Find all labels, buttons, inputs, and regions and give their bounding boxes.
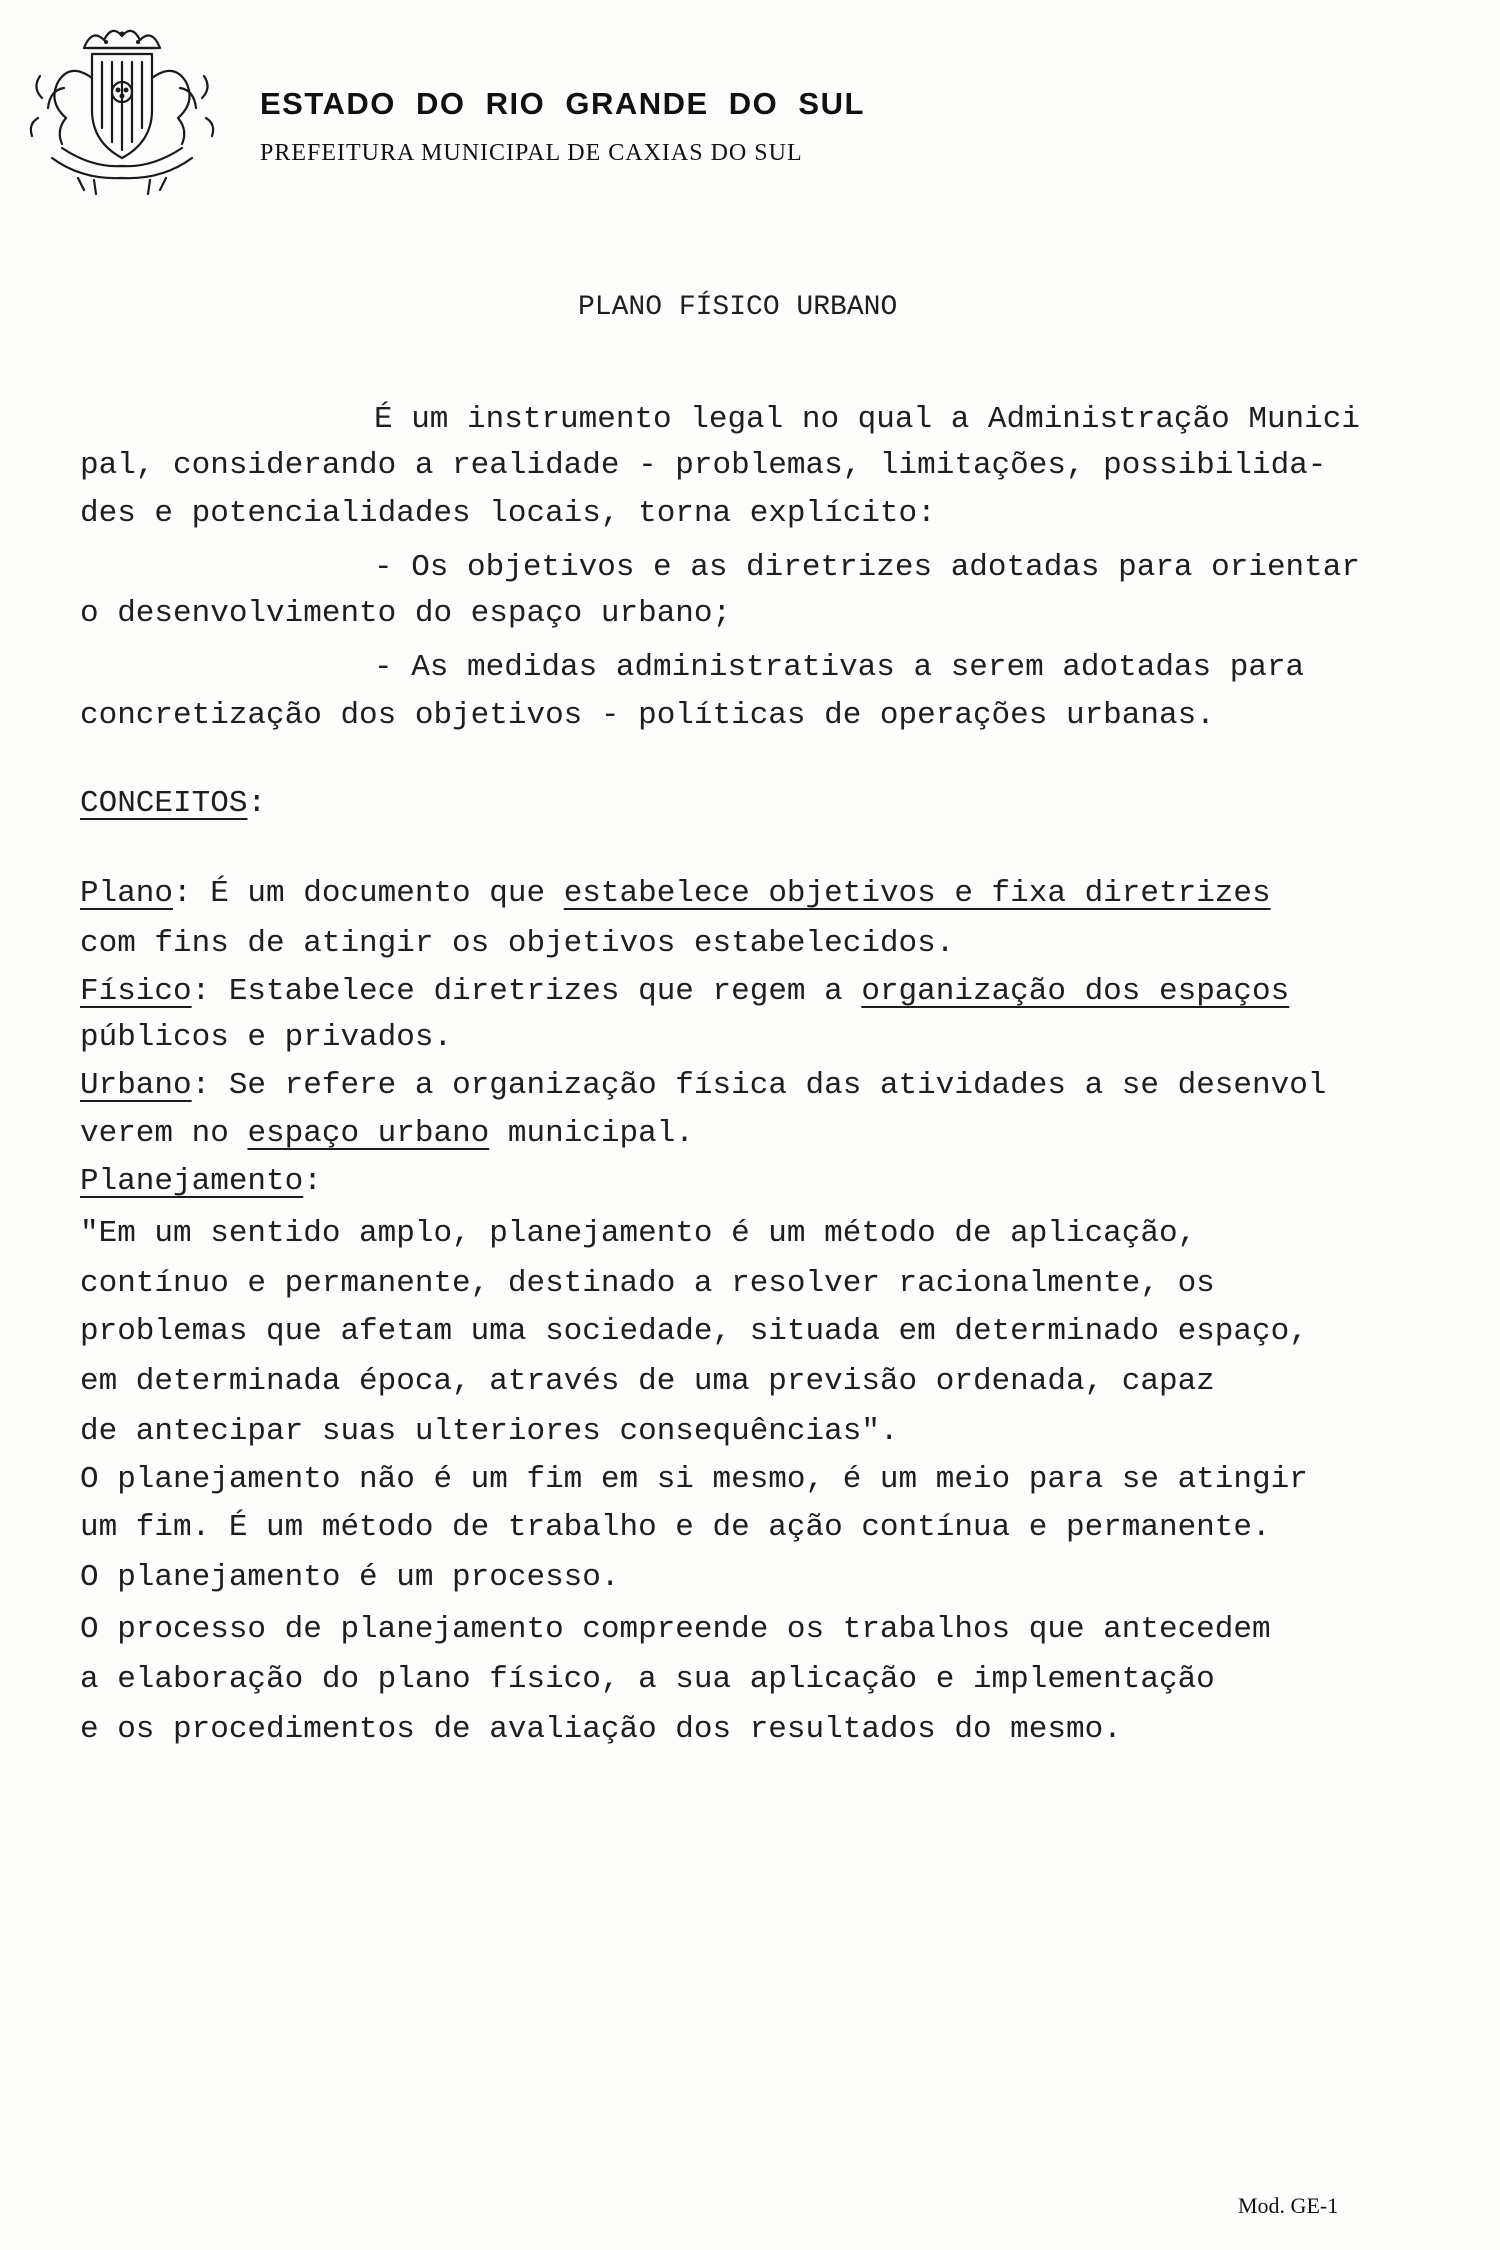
conceitos-heading-colon: : <box>247 786 267 821</box>
intro-line-1: É um instrumento legal no qual a Administração Munici <box>374 402 1360 437</box>
planejamento-heading <box>80 1164 322 1199</box>
bullet-2-line-2: concretização dos objetivos - políticas de operações urbanas. <box>80 698 1215 733</box>
paragraph-line-6: e os procedimentos de avaliação dos resultados do mesmo. <box>80 1712 1122 1747</box>
bullet-1-line-1: - Os objetivos e as diretrizes adotadas para orientar <box>374 550 1360 585</box>
fisico-text: : Estabelece diretrizes que regem a <box>191 974 862 1009</box>
quote-line-5: de antecipar suas ulteriores consequências". <box>80 1414 899 1449</box>
fisico-continuation: públicos e privados. <box>80 1020 453 1055</box>
urbano-text-post: municipal. <box>489 1116 694 1151</box>
plano-underlined: estabelece objetivos e fixa diretrizes <box>563 876 1271 911</box>
plano-continuation: com fins de atingir os objetivos estabelecidos. <box>80 926 955 961</box>
document-title: PLANO FÍSICO URBANO <box>578 292 898 323</box>
fisico-underlined: organização dos espaços <box>861 974 1290 1009</box>
intro-line-3: des e potencialidades locais, torna explícito: <box>80 496 936 531</box>
planejamento-term: Planejamento <box>80 1164 304 1199</box>
paragraph-line-2: um fim. É um método de trabalho e de ação contínua e permanente. <box>80 1510 1271 1545</box>
urbano-definition <box>80 1068 1326 1103</box>
form-code: Mod. GE-1 <box>1238 2193 1339 2218</box>
conceitos-heading <box>80 786 266 821</box>
state-name: ESTADO DO RIO GRANDE DO SUL <box>260 86 865 121</box>
bullet-1-line-2: o desenvolvimento do espaço urbano; <box>80 596 732 631</box>
paragraph-line-4: O processo de planejamento compreende os trabalhos que antecedem <box>80 1612 1271 1647</box>
paragraph-line-3: O planejamento é um processo. <box>80 1560 620 1595</box>
urbano-term: Urbano <box>80 1068 192 1103</box>
quote-line-4: em determinada época, através de uma previsão ordenada, capaz <box>80 1364 1215 1399</box>
quote-line-2: contínuo e permanente, destinado a resolver racionalmente, os <box>80 1266 1215 1301</box>
planejamento-colon: : <box>303 1164 322 1199</box>
conceitos-heading-text: CONCEITOS <box>80 786 248 821</box>
plano-definition <box>80 876 1271 911</box>
urbano-continuation <box>80 1116 694 1151</box>
fisico-term: Físico <box>80 974 192 1009</box>
paragraph-line-5: a elaboração do plano físico, a sua aplicação e implementação <box>80 1662 1215 1697</box>
intro-line-2: pal, considerando a realidade - problemas, limitações, possibilida- <box>80 448 1327 483</box>
plano-term: Plano <box>80 876 174 911</box>
urbano-underlined: espaço urbano <box>247 1116 490 1151</box>
fisico-definition <box>80 974 1289 1009</box>
paragraph-line-1: O planejamento não é um fim em si mesmo, é um meio para se atingir <box>80 1462 1308 1497</box>
coat-of-arms-icon <box>22 18 222 198</box>
plano-text: : É um documento que <box>173 876 564 911</box>
bullet-2-line-1: - As medidas administrativas a serem adotadas para <box>374 650 1305 685</box>
urbano-text-pre: verem no <box>80 1116 248 1151</box>
urbano-text: : Se refere a organização física das atividades a se desenvol <box>191 1068 1327 1103</box>
quote-line-1: "Em um sentido amplo, planejamento é um método de aplicação, <box>80 1216 1197 1251</box>
quote-line-3: problemas que afetam uma sociedade, situada em determinado espaço, <box>80 1314 1308 1349</box>
municipality-name: PREFEITURA MUNICIPAL DE CAXIAS DO SUL <box>260 140 803 166</box>
